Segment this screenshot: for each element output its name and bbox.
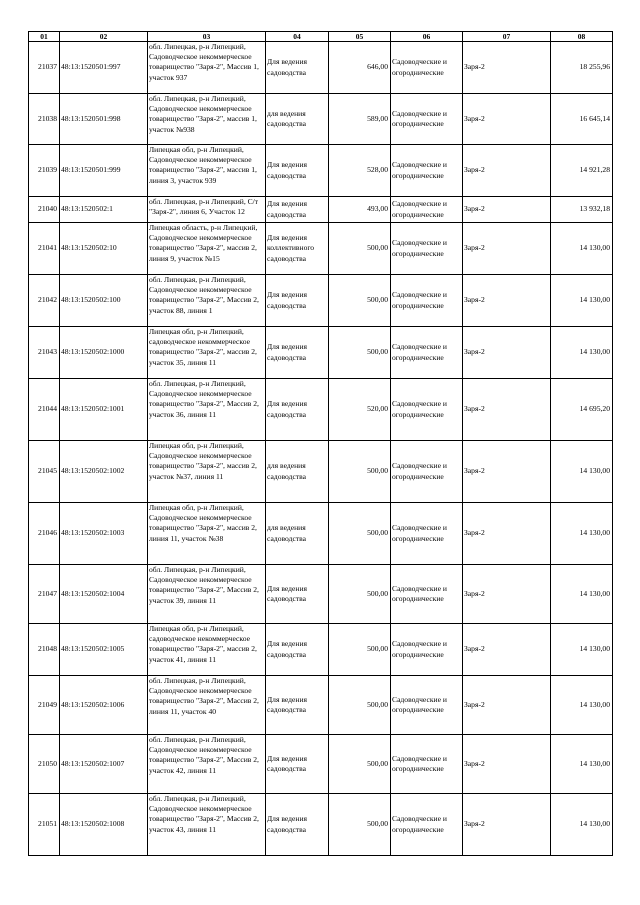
address-cell: обл. Липецкая, р-н Липецкий, Садоводческое некоммерческое товарищество "Заря-2", Массив 2, участок 42, линия 11 <box>148 735 266 794</box>
partnership-name-cell: Заря-2 <box>463 624 551 676</box>
cadastral-number-cell: 48:13:1520502:1003 <box>60 503 148 565</box>
row-number-cell: 21046 <box>29 503 60 565</box>
cadastral-value-cell: 14 695,20 <box>551 379 613 441</box>
permitted-use-cell: Для ведения садоводства <box>266 676 329 735</box>
cadastral-number-cell: 48:13:1520501:999 <box>60 145 148 197</box>
cadastral-value-cell: 14 130,00 <box>551 794 613 856</box>
header-row <box>29 32 613 42</box>
header-07: 07 <box>463 32 551 42</box>
cadastral-number-cell: 48:13:1520502:1002 <box>60 441 148 503</box>
land-category-cell: Садоводческие и огороднические <box>391 94 463 145</box>
row-number-cell: 21037 <box>29 42 60 94</box>
area-cell: 500,00 <box>329 441 391 503</box>
row-number-cell: 21045 <box>29 441 60 503</box>
table-row <box>29 735 613 794</box>
area-cell: 500,00 <box>329 624 391 676</box>
cadastral-value-cell: 14 130,00 <box>551 624 613 676</box>
area-cell: 500,00 <box>329 275 391 327</box>
partnership-name-cell: Заря-2 <box>463 503 551 565</box>
partnership-name-cell: Заря-2 <box>463 441 551 503</box>
land-category-cell: Садоводческие и огороднические <box>391 197 463 223</box>
table-row <box>29 624 613 676</box>
permitted-use-cell: Для ведения садоводства <box>266 794 329 856</box>
address-cell: Липецкая обл, р-н Липецкий, садоводческое некоммерческое товарищество "Заря-2", массив 2, участок 35, линия 11 <box>148 327 266 379</box>
partnership-name-cell: Заря-2 <box>463 565 551 624</box>
partnership-name-cell: Заря-2 <box>463 676 551 735</box>
address-cell: Липецкая обл, р-н Липецкий, Садоводческое некоммерческое товарищество "Заря-2", массив 2, линия 11, участок №38 <box>148 503 266 565</box>
cadastral-number-cell: 48:13:1520501:998 <box>60 94 148 145</box>
header-01: 01 <box>29 32 60 42</box>
partnership-name-cell: Заря-2 <box>463 197 551 223</box>
permitted-use-cell: для ведения садоводства <box>266 441 329 503</box>
partnership-name-cell: Заря-2 <box>463 94 551 145</box>
header-04: 04 <box>266 32 329 42</box>
table-row <box>29 565 613 624</box>
land-category-cell: Садоводческие и огороднические <box>391 145 463 197</box>
cadastral-value-cell: 14 130,00 <box>551 565 613 624</box>
header-02: 02 <box>60 32 148 42</box>
cadastral-value-cell: 14 130,00 <box>551 327 613 379</box>
address-cell: обл. Липецкая, р-н Липецкий, Садоводческое некоммерческое товарищество "Заря-2", Массив 2, участок 39, линия 11 <box>148 565 266 624</box>
land-category-cell: Садоводческие и огороднические <box>391 441 463 503</box>
table-row <box>29 379 613 441</box>
area-cell: 500,00 <box>329 676 391 735</box>
partnership-name-cell: Заря-2 <box>463 223 551 275</box>
cadastral-value-cell: 13 932,18 <box>551 197 613 223</box>
land-category-cell: Садоводческие и огороднические <box>391 624 463 676</box>
address-cell: обл. Липецкая, р-н Липецкий, Садоводческое некоммерческое товарищество "Заря-2", Массив 2, участок 36, линия 11 <box>148 379 266 441</box>
area-cell: 500,00 <box>329 223 391 275</box>
area-cell: 520,00 <box>329 379 391 441</box>
table-row <box>29 197 613 223</box>
cadastral-number-cell: 48:13:1520502:1 <box>60 197 148 223</box>
area-cell: 500,00 <box>329 565 391 624</box>
area-cell: 500,00 <box>329 735 391 794</box>
table-row <box>29 794 613 856</box>
cadastral-number-cell: 48:13:1520502:1006 <box>60 676 148 735</box>
cadastral-number-cell: 48:13:1520502:1007 <box>60 735 148 794</box>
cadastral-number-cell: 48:13:1520501:997 <box>60 42 148 94</box>
header-06: 06 <box>391 32 463 42</box>
cadastral-value-cell: 14 130,00 <box>551 503 613 565</box>
area-cell: 493,00 <box>329 197 391 223</box>
address-cell: обл. Липецкая, р-н Липецкий, Садоводческое некоммерческое товарищество "Заря-2", массив 1, участок №938 <box>148 94 266 145</box>
cadastral-value-cell: 14 130,00 <box>551 275 613 327</box>
partnership-name-cell: Заря-2 <box>463 794 551 856</box>
land-category-cell: Садоводческие и огороднические <box>391 503 463 565</box>
cadastral-value-cell: 14 130,00 <box>551 735 613 794</box>
permitted-use-cell: Для ведения садоводства <box>266 275 329 327</box>
table-row <box>29 94 613 145</box>
land-category-cell: Садоводческие и огороднические <box>391 42 463 94</box>
table-row <box>29 223 613 275</box>
row-number-cell: 21040 <box>29 197 60 223</box>
cadastral-value-cell: 18 255,96 <box>551 42 613 94</box>
land-category-cell: Садоводческие и огороднические <box>391 676 463 735</box>
land-category-cell: Садоводческие и огороднические <box>391 275 463 327</box>
row-number-cell: 21043 <box>29 327 60 379</box>
cadastral-value-cell: 14 130,00 <box>551 676 613 735</box>
address-cell: Липецкая обл, р-н Липецкий, садоводческое некоммерческое товарищество "Заря-2", массив 2, участок 41, линия 11 <box>148 624 266 676</box>
area-cell: 500,00 <box>329 503 391 565</box>
address-cell: обл. Липецкая, р-н Липецкий, Садоводческое некоммерческое товарищество "Заря-2", Массив 2, участок 43, линия 11 <box>148 794 266 856</box>
table-row <box>29 327 613 379</box>
row-number-cell: 21047 <box>29 565 60 624</box>
cadastral-number-cell: 48:13:1520502:1008 <box>60 794 148 856</box>
address-cell: обл. Липецкая, р-н Липецкий, Садоводческое некоммерческое товарищество "Заря-2", Массив 1, участок 937 <box>148 42 266 94</box>
land-category-cell: Садоводческие и огороднические <box>391 327 463 379</box>
table-row <box>29 441 613 503</box>
row-number-cell: 21044 <box>29 379 60 441</box>
land-category-cell: Садоводческие и огороднические <box>391 223 463 275</box>
permitted-use-cell: Для ведения садоводства <box>266 145 329 197</box>
table-row <box>29 503 613 565</box>
cadastral-value-cell: 14 130,00 <box>551 223 613 275</box>
header-03: 03 <box>148 32 266 42</box>
cadastral-number-cell: 48:13:1520502:100 <box>60 275 148 327</box>
area-cell: 646,00 <box>329 42 391 94</box>
partnership-name-cell: Заря-2 <box>463 145 551 197</box>
row-number-cell: 21048 <box>29 624 60 676</box>
land-category-cell: Садоводческие и огороднические <box>391 794 463 856</box>
partnership-name-cell: Заря-2 <box>463 42 551 94</box>
partnership-name-cell: Заря-2 <box>463 735 551 794</box>
cadastral-value-cell: 14 130,00 <box>551 441 613 503</box>
partnership-name-cell: Заря-2 <box>463 275 551 327</box>
row-number-cell: 21049 <box>29 676 60 735</box>
area-cell: 528,00 <box>329 145 391 197</box>
permitted-use-cell: Для ведения садоводства <box>266 42 329 94</box>
address-cell: обл. Липецкая, р-н Липецкий, Садоводческое некоммерческое товарищество "Заря-2", Массив 2, линия 11, участок 40 <box>148 676 266 735</box>
permitted-use-cell: Для ведения садоводства <box>266 565 329 624</box>
row-number-cell: 21041 <box>29 223 60 275</box>
area-cell: 589,00 <box>329 94 391 145</box>
cadastral-number-cell: 48:13:1520502:1004 <box>60 565 148 624</box>
table-row <box>29 275 613 327</box>
cadastral-number-cell: 48:13:1520502:1001 <box>60 379 148 441</box>
permitted-use-cell: Для ведения садоводства <box>266 624 329 676</box>
table-row <box>29 42 613 94</box>
table-row <box>29 676 613 735</box>
address-cell: обл. Липецкая, р-н Липецкий, С/т "Заря-2", линия 6, Участок 12 <box>148 197 266 223</box>
address-cell: Липецкая обл, р-н Липецкий, Садоводческое некоммерческое товарищество "Заря-2", массив 2, участок №37, линия 11 <box>148 441 266 503</box>
table-row <box>29 145 613 197</box>
header-05: 05 <box>329 32 391 42</box>
header-08: 08 <box>551 32 613 42</box>
permitted-use-cell: для ведения садоводства <box>266 503 329 565</box>
row-number-cell: 21039 <box>29 145 60 197</box>
row-number-cell: 21038 <box>29 94 60 145</box>
address-cell: Липецкая обл, р-н Липецкий, Садоводческое некоммерческое товарищество "Заря-2", массив 1, линия 3, участок 939 <box>148 145 266 197</box>
land-category-cell: Садоводческие и огороднические <box>391 565 463 624</box>
cadastral-number-cell: 48:13:1520502:10 <box>60 223 148 275</box>
cadastral-value-cell: 16 645,14 <box>551 94 613 145</box>
partnership-name-cell: Заря-2 <box>463 327 551 379</box>
permitted-use-cell: Для ведения садоводства <box>266 735 329 794</box>
area-cell: 500,00 <box>329 327 391 379</box>
row-number-cell: 21050 <box>29 735 60 794</box>
address-cell: Липецкая область, р-н Липецкий, Садоводческое некоммерческое товарищество "Заря-2", массив 2, линия 9, участок №15 <box>148 223 266 275</box>
land-category-cell: Садоводческие и огороднические <box>391 735 463 794</box>
permitted-use-cell: Для ведения садоводства <box>266 197 329 223</box>
partnership-name-cell: Заря-2 <box>463 379 551 441</box>
address-cell: обл. Липецкая, р-н Липецкий, Садоводческое некоммерческое товарищество "Заря-2", Массив 2, участок 88, линия 1 <box>148 275 266 327</box>
area-cell: 500,00 <box>329 794 391 856</box>
permitted-use-cell: для ведения садоводства <box>266 94 329 145</box>
permitted-use-cell: Для ведения коллективного садоводства <box>266 223 329 275</box>
cadastral-value-cell: 14 921,28 <box>551 145 613 197</box>
land-category-cell: Садоводческие и огороднические <box>391 379 463 441</box>
cadastral-number-cell: 48:13:1520502:1005 <box>60 624 148 676</box>
row-number-cell: 21042 <box>29 275 60 327</box>
permitted-use-cell: Для ведения садоводства <box>266 327 329 379</box>
permitted-use-cell: Для ведения садоводства <box>266 379 329 441</box>
land-plots-table <box>28 31 613 856</box>
cadastral-number-cell: 48:13:1520502:1000 <box>60 327 148 379</box>
row-number-cell: 21051 <box>29 794 60 856</box>
